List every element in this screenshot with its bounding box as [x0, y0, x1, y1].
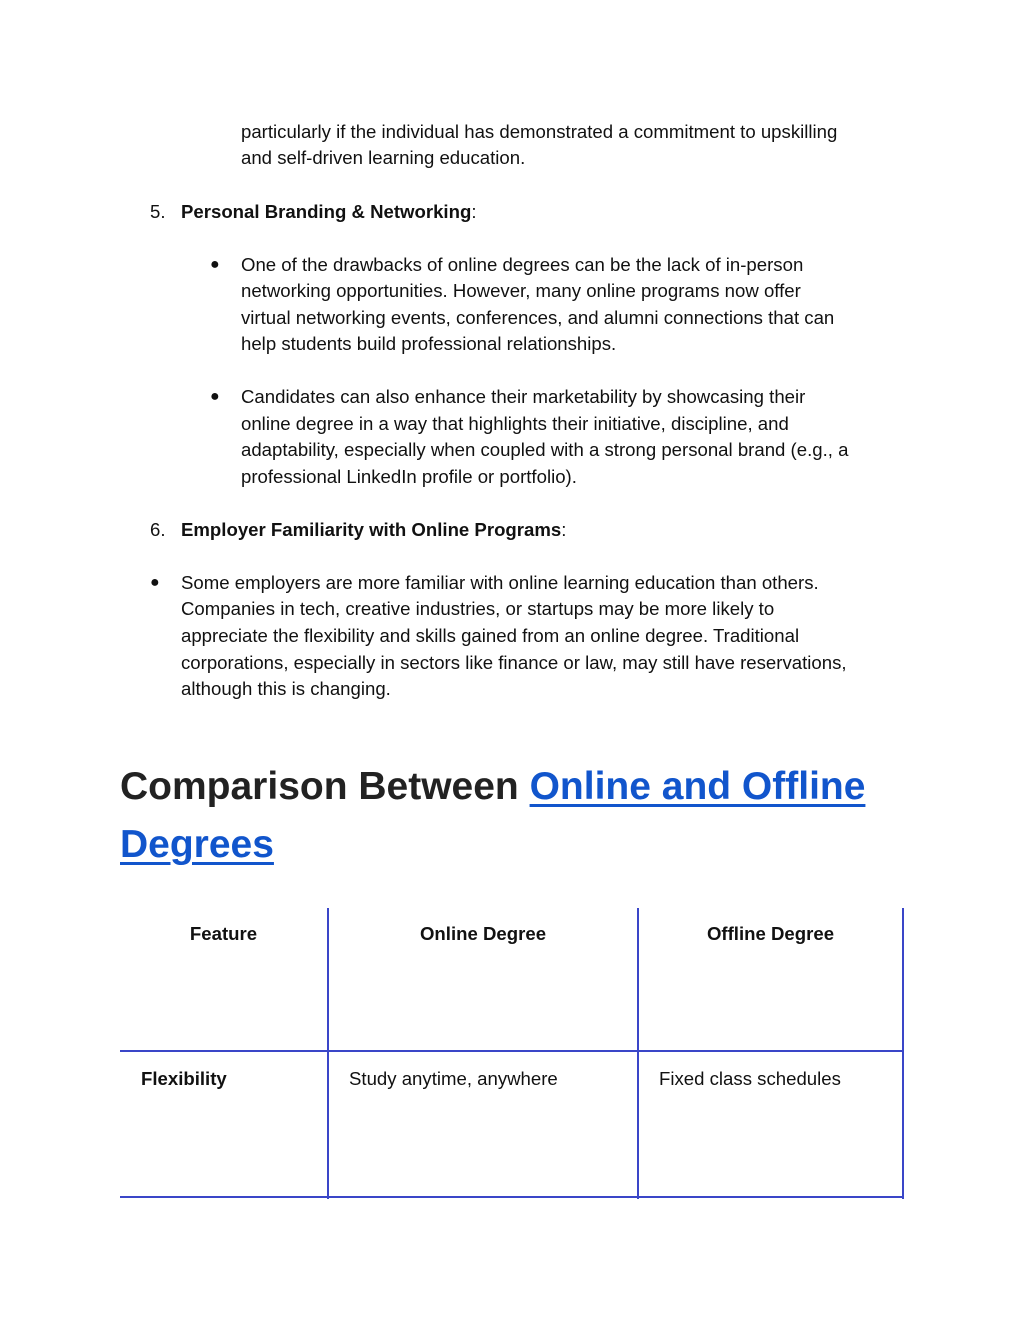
- paragraph-line: Candidates can also enhance their marketability by showcasing their: [241, 386, 806, 407]
- paragraph-line: although this is changing.: [181, 678, 391, 699]
- paragraph-line: adaptability, especially when coupled with a strong personal brand (e.g., a: [241, 439, 849, 460]
- bullet-icon: ●: [210, 388, 220, 405]
- paragraph-line: One of the drawbacks of online degrees can be the lack of in-person: [241, 254, 804, 275]
- paragraph-line: online degree in a way that highlights their initiative, discipline, and: [241, 413, 789, 434]
- title-colon: :: [561, 519, 567, 540]
- title-colon: :: [471, 201, 477, 222]
- section-6-title: [181, 517, 566, 544]
- heading-text: Comparison Between: [120, 765, 530, 808]
- paragraph-line: virtual networking events, conferences, and alumni connections that can: [241, 307, 835, 328]
- list-number: 5.: [150, 201, 166, 222]
- table-header-online: Online Degree: [419, 923, 547, 944]
- paragraph-line: and self-driven learning education.: [241, 147, 526, 168]
- bullet-icon: ●: [210, 256, 220, 273]
- paragraph-line: appreciate the flexibility and skills gained from an online degree. Traditional: [181, 625, 800, 646]
- paragraph-line: corporations, especially in sectors like finance or law, may still have reservations,: [181, 652, 847, 673]
- heading-link[interactable]: Online and Offline: [529, 765, 866, 808]
- table-header-feature: Feature: [189, 923, 258, 944]
- table-cell-online: Study anytime, anywhere: [349, 1068, 558, 1089]
- section-heading-line-2: [120, 815, 274, 874]
- table-border: [637, 908, 639, 1199]
- section-heading: [120, 757, 865, 816]
- list-number: 6.: [150, 519, 166, 540]
- section-title-text: Personal Branding & Networking: [181, 201, 472, 222]
- table-cell-offline: Fixed class schedules: [659, 1068, 841, 1089]
- bullet-icon: ●: [150, 574, 160, 591]
- paragraph-line: Companies in tech, creative industries, or startups may be more likely to: [181, 598, 775, 619]
- paragraph-line: professional LinkedIn profile or portfolio).: [241, 466, 577, 487]
- paragraph-line: networking opportunities. However, many online programs now offer: [241, 280, 801, 301]
- table-border: [120, 1050, 904, 1052]
- section-title-text: Employer Familiarity with Online Programs: [181, 519, 562, 540]
- table-cell-feature: Flexibility: [141, 1068, 227, 1089]
- table-border: [902, 908, 904, 1199]
- paragraph-line: help students build professional relationships.: [241, 333, 617, 354]
- table-border: [327, 908, 329, 1199]
- table-header-offline: Offline Degree: [706, 923, 835, 944]
- heading-link[interactable]: Degrees: [120, 823, 274, 866]
- paragraph-line: Some employers are more familiar with online learning education than others.: [181, 572, 819, 593]
- table-border: [120, 1196, 904, 1198]
- paragraph-line: particularly if the individual has demonstrated a commitment to upskilling: [241, 121, 838, 142]
- section-5-title: [181, 199, 476, 226]
